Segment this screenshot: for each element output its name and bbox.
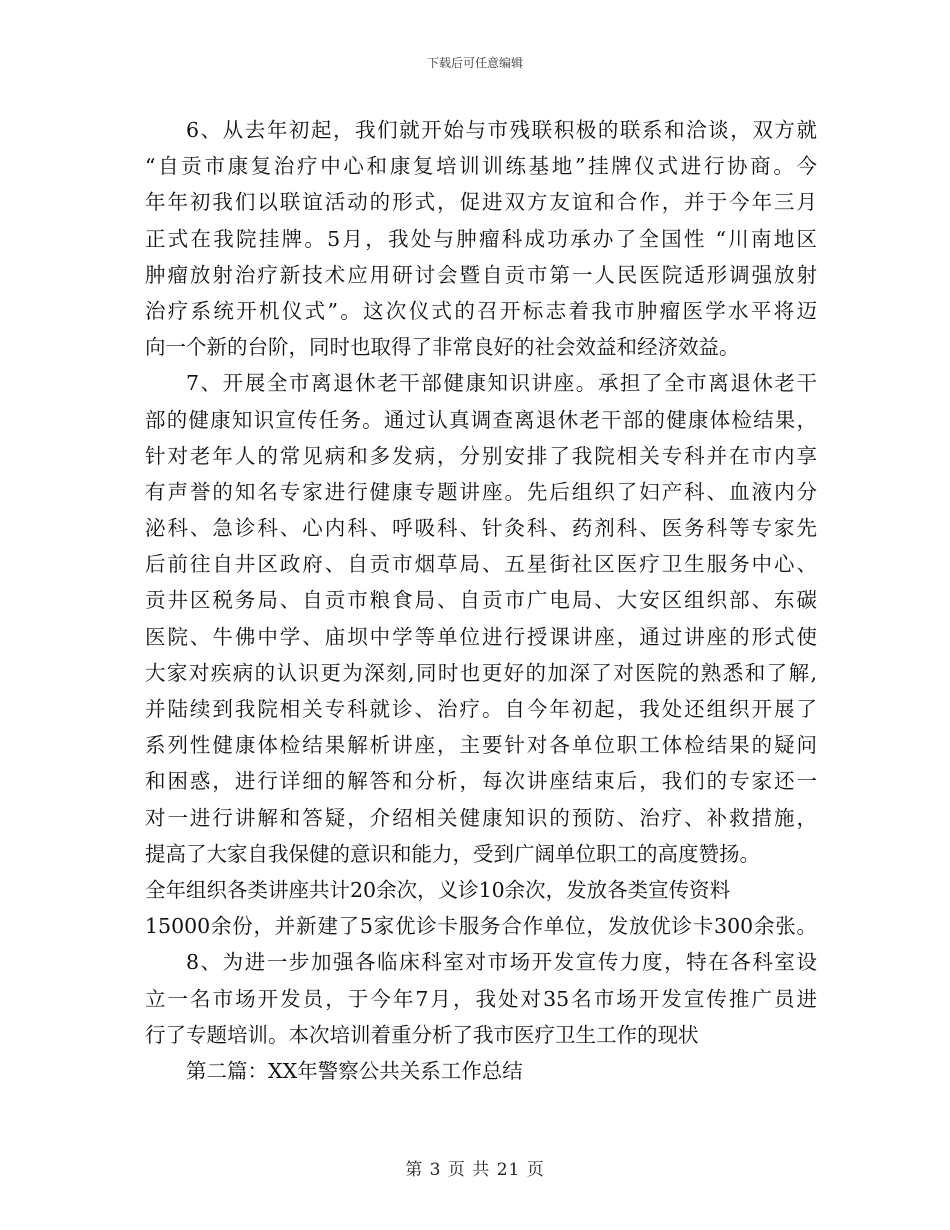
paragraph-7-line-13: 对一进行讲解和答疑，介绍相关健康知识的预防、治疗、补救措施， [145, 805, 817, 830]
paragraph-7-line-12: 和困惑，进行详细的解答和分析，每次讲座结束后，我们的专家还一 [145, 769, 817, 794]
paragraph-7-line-14: 提高了大家自我保健的意识和能力，受到广阔单位职工的高度赞扬。 [145, 841, 760, 866]
paragraph-6-line-7: 向一个新的台阶，同时也取得了非常良好的社会效益和经济效益。 [145, 335, 740, 360]
paragraph-7-line-3: 针对老年人的常见病和多发病，分别安排了我院相关专科并在市内享 [145, 443, 817, 468]
page-header: 下载后可任意编辑 [426, 56, 523, 70]
paragraph-7-line-4: 有声誉的知名专家进行健康专题讲座。先后组织了妇产科、血液内分 [145, 479, 817, 504]
paragraph-6-line-3: 年年初我们以联谊活动的形式，促进双方友谊和合作，并于今年三月 [145, 190, 817, 215]
paragraph-6-line-2: “自贡市康复治疗中心和康复培训训练基地”挂牌仪式进行协商。今 [145, 154, 817, 179]
paragraph-7-line-11: 系列性健康体检结果解析讲座，主要针对各单位职工体检结果的疑问 [145, 733, 817, 758]
paragraph-6-line-1: 6、从去年初起，我们就开始与市残联积极的联系和洽谈，双方就 [186, 118, 817, 142]
paragraph-6-line-6: 治疗系统开机仪式”。这次仪式的召开标志着我市肿瘤医学水平将迈 [145, 298, 817, 323]
document-body [145, 112, 817, 1089]
paragraph-7-line-6: 后前往自井区政府、自贡市烟草局、五星街社区医疗卫生服务中心、 [145, 552, 817, 577]
paragraph-8-line-3: 行了专题培训。本次培训着重分析了我市医疗卫生工作的现状 [145, 1022, 699, 1047]
paragraph-7-line-1: 7、开展全市离退休老干部健康知识讲座。承担了全市离退休老干 [186, 371, 817, 396]
paragraph-7-line-5: 泌科、急诊科、心内科、呼吸科、针灸科、药剂科、医务科等专家先 [145, 516, 817, 541]
page-number-footer: 第 3 页 共 21 页 [405, 1160, 545, 1180]
paragraph-7-line-9: 大家对疾病的认识更为深刻,同时也更好的加深了对医院的熟悉和了解, [145, 660, 817, 685]
paragraph-7-line-7: 贡井区税务局、自贡市粮食局、自贡市广电局、大安区组织部、东碳 [145, 588, 817, 613]
paragraph-6-line-5: 肿瘤放射治疗新技术应用研讨会暨自贡市第一人民医院适形调强放射 [145, 262, 817, 287]
paragraph-7-line-16: 15000余份，并新建了5家优诊卡服务合作单位，发放优诊卡300余张。 [145, 914, 817, 939]
paragraph-8-line-2: 立一名市场开发员，于今年7月，我处对35名市场开发宣传推广员进 [145, 986, 817, 1011]
paragraph-7-line-8: 医院、牛佛中学、庙坝中学等单位进行授课讲座，通过讲座的形式使 [145, 624, 817, 649]
paragraph-7-line-15: 全年组织各类讲座共计20余次，义诊10余次，发放各类宣传资料 [145, 877, 731, 902]
paragraph-6-line-4: 正式在我院挂牌。5月，我处与肿瘤科成功承办了全国性 “川南地区 [145, 226, 817, 251]
paragraph-8-line-1: 8、为进一步加强各临床科室对市场开发宣传力度，特在各科室设 [186, 950, 817, 975]
paragraph-7-line-2: 部的健康知识宣传任务。通过认真调查离退休老干部的健康体检结果， [145, 407, 817, 432]
section-heading: 第二篇：XX年警察公共关系工作总结 [186, 1058, 523, 1083]
paragraph-7-line-10: 并陆续到我院相关专科就诊、治疗。自今年初起，我处还组织开展了 [145, 697, 817, 721]
